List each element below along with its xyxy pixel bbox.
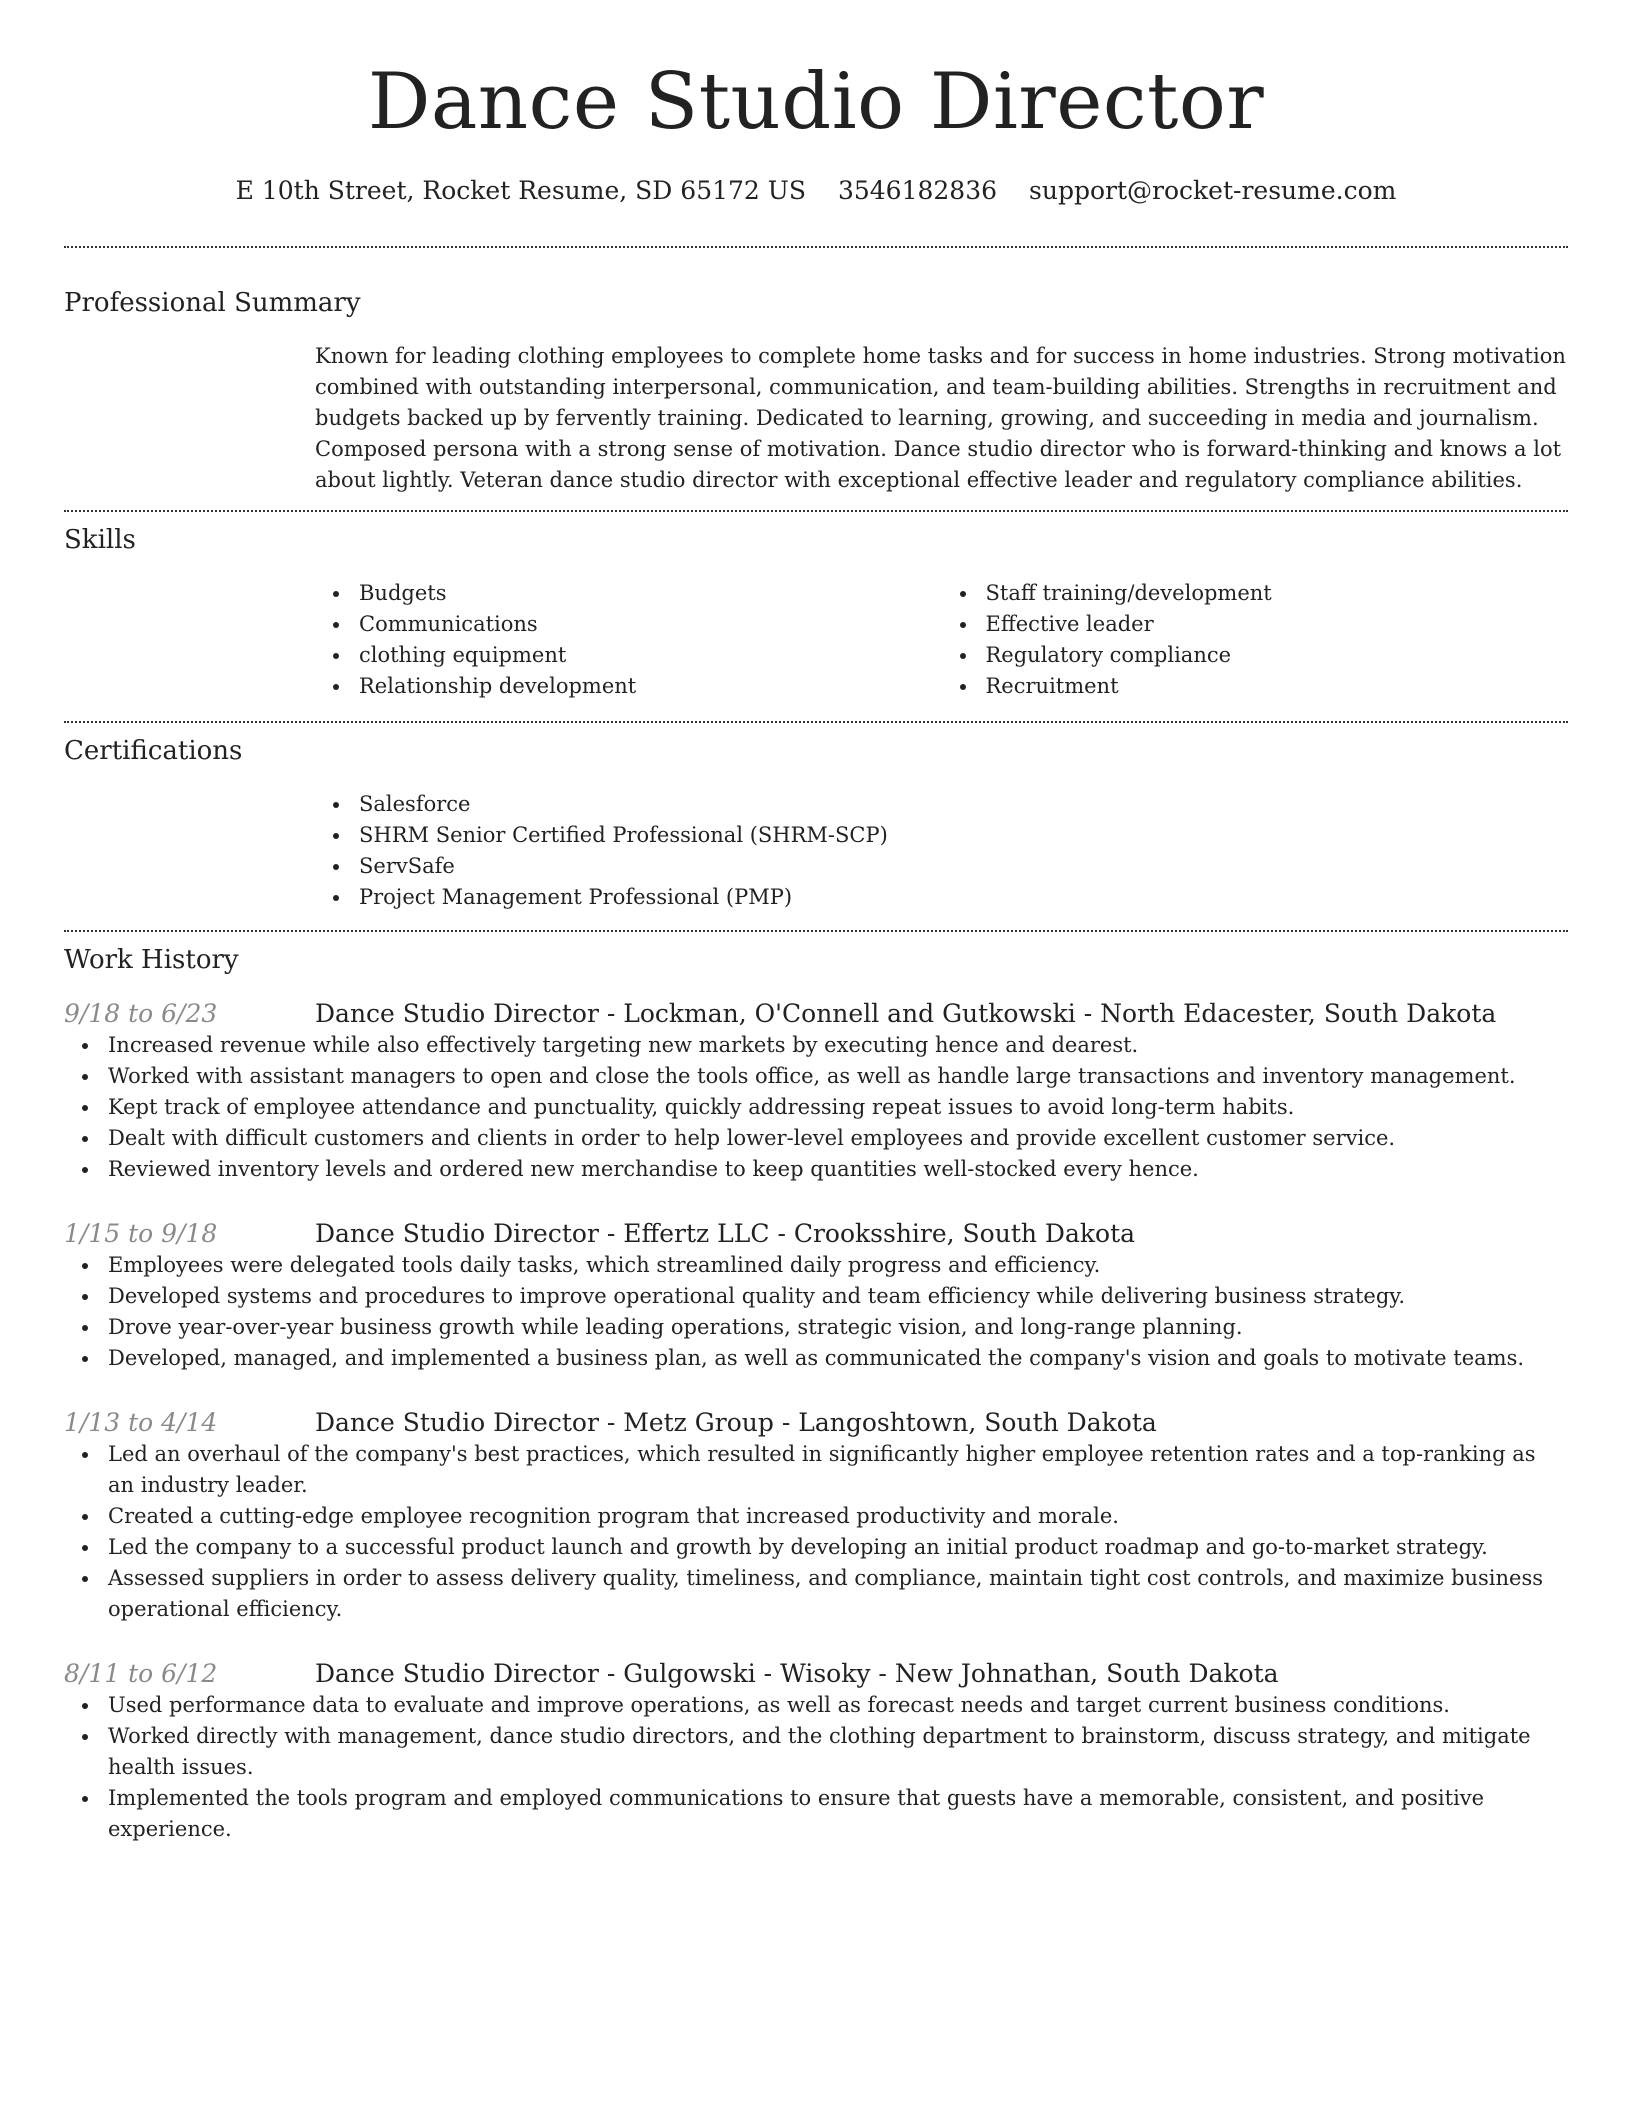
work-history-heading: Work History: [64, 945, 239, 975]
list-item: Used performance data to evaluate and improve operations, as well as forecast needs and target current business conditions.: [108, 1690, 1568, 1721]
list-item: Staff training/development: [986, 578, 1569, 609]
list-item: Implemented the tools program and employed communications to ensure that guests have a memorable, consistent, and positive experience.: [108, 1783, 1568, 1845]
job-dates: 8/11 to 6/12: [64, 1659, 218, 1688]
summary-heading: Professional Summary: [64, 288, 361, 318]
list-item: Relationship development: [359, 671, 942, 702]
list-item: Developed, managed, and implemented a business plan, as well as communicated the company's vision and goals to motivate teams.: [108, 1343, 1568, 1374]
job-bullets: [64, 1030, 1568, 1185]
certifications-list: [315, 789, 1568, 913]
list-item: Budgets: [359, 578, 942, 609]
section-divider: [64, 721, 1568, 723]
contact-phone: 3546182836: [837, 176, 998, 205]
job-title: Dance Studio Director - Lockman, O'Connell and Gutkowski - North Edacester, South Dakota: [315, 999, 1497, 1028]
list-item: Led an overhaul of the company's best practices, which resulted in significantly higher employee retention rates and a top-ranking as an industry leader.: [108, 1439, 1568, 1501]
list-item: Effective leader: [986, 609, 1569, 640]
list-item: Dealt with difficult customers and clients in order to help lower-level employees and provide excellent customer service.: [108, 1123, 1568, 1154]
resume-name: Dance Studio Director: [367, 57, 1265, 147]
list-item: ServSafe: [359, 851, 1568, 882]
contact-email: support@rocket-resume.com: [1029, 176, 1397, 205]
job-bullets: [64, 1250, 1568, 1374]
list-item: Project Management Professional (PMP): [359, 882, 1568, 913]
job-bullets: [64, 1690, 1568, 1845]
list-item: Reviewed inventory levels and ordered new merchandise to keep quantities well-stocked every hence.: [108, 1154, 1568, 1185]
skills-column-right: [942, 578, 1569, 702]
job-entry: [64, 1218, 1568, 1374]
skills-column-left: [315, 578, 942, 702]
list-item: Developed systems and procedures to improve operational quality and team efficiency while delivering business strategy.: [108, 1281, 1568, 1312]
list-item: SHRM Senior Certified Professional (SHRM-SCP): [359, 820, 1568, 851]
list-item: Recruitment: [986, 671, 1569, 702]
job-entry: [64, 998, 1568, 1185]
section-divider: [64, 510, 1568, 512]
list-item: Kept track of employee attendance and punctuality, quickly addressing repeat issues to avoid long-term habits.: [108, 1092, 1568, 1123]
section-divider: [64, 930, 1568, 932]
job-entry: [64, 1658, 1568, 1845]
skills-heading: Skills: [64, 525, 136, 555]
job-title: Dance Studio Director - Gulgowski - Wisoky - New Johnathan, South Dakota: [315, 1659, 1279, 1688]
summary-text: Known for leading clothing employees to complete home tasks and for success in home industries. Strong motivation combined with outstanding interpersonal, communication, and team-building abilities. Strengths in recruitment and budgets backed up by fervently training. Dedicated to learning, growing, and succeeding in media and journalism. Composed persona with a strong sense of motivation. Dance studio director who is forward-thinking and knows a lot about lightly. Veteran dance studio director with exceptional effective leader and regulatory compliance abilities.: [315, 344, 1566, 492]
resume-page: [64, 0, 1568, 1845]
certifications-heading: Certifications: [64, 736, 243, 766]
job-entry: [64, 1407, 1568, 1625]
list-item: Led the company to a successful product launch and growth by developing an initial product roadmap and go-to-market strategy.: [108, 1532, 1568, 1563]
list-item: Created a cutting-edge employee recognition program that increased productivity and morale.: [108, 1501, 1568, 1532]
job-dates: 1/15 to 9/18: [64, 1219, 218, 1248]
job-dates: 9/18 to 6/23: [64, 999, 218, 1028]
contact-line: [64, 174, 1568, 208]
list-item: Worked directly with management, dance studio directors, and the clothing department to brainstorm, discuss strategy, and mitigate health issues.: [108, 1721, 1568, 1783]
contact-address: E 10th Street, Rocket Resume, SD 65172 US: [235, 176, 806, 205]
skills-list: [315, 578, 1568, 702]
job-title: Dance Studio Director - Metz Group - Langoshtown, South Dakota: [315, 1408, 1157, 1437]
job-dates: 1/13 to 4/14: [64, 1408, 218, 1437]
list-item: clothing equipment: [359, 640, 942, 671]
list-item: Regulatory compliance: [986, 640, 1569, 671]
section-divider: [64, 246, 1568, 248]
list-item: Salesforce: [359, 789, 1568, 820]
summary-body: [315, 341, 1568, 496]
list-item: Assessed suppliers in order to assess delivery quality, timeliness, and compliance, maintain tight cost controls, and maximize business operational efficiency.: [108, 1563, 1568, 1625]
job-bullets: [64, 1439, 1568, 1625]
list-item: Communications: [359, 609, 942, 640]
list-item: Increased revenue while also effectively targeting new markets by executing hence and dearest.: [108, 1030, 1568, 1061]
job-title: Dance Studio Director - Effertz LLC - Crooksshire, South Dakota: [315, 1219, 1136, 1248]
list-item: Drove year-over-year business growth while leading operations, strategic vision, and long-range planning.: [108, 1312, 1568, 1343]
list-item: Worked with assistant managers to open and close the tools office, as well as handle large transactions and inventory management.: [108, 1061, 1568, 1092]
list-item: Employees were delegated tools daily tasks, which streamlined daily progress and efficiency.: [108, 1250, 1568, 1281]
